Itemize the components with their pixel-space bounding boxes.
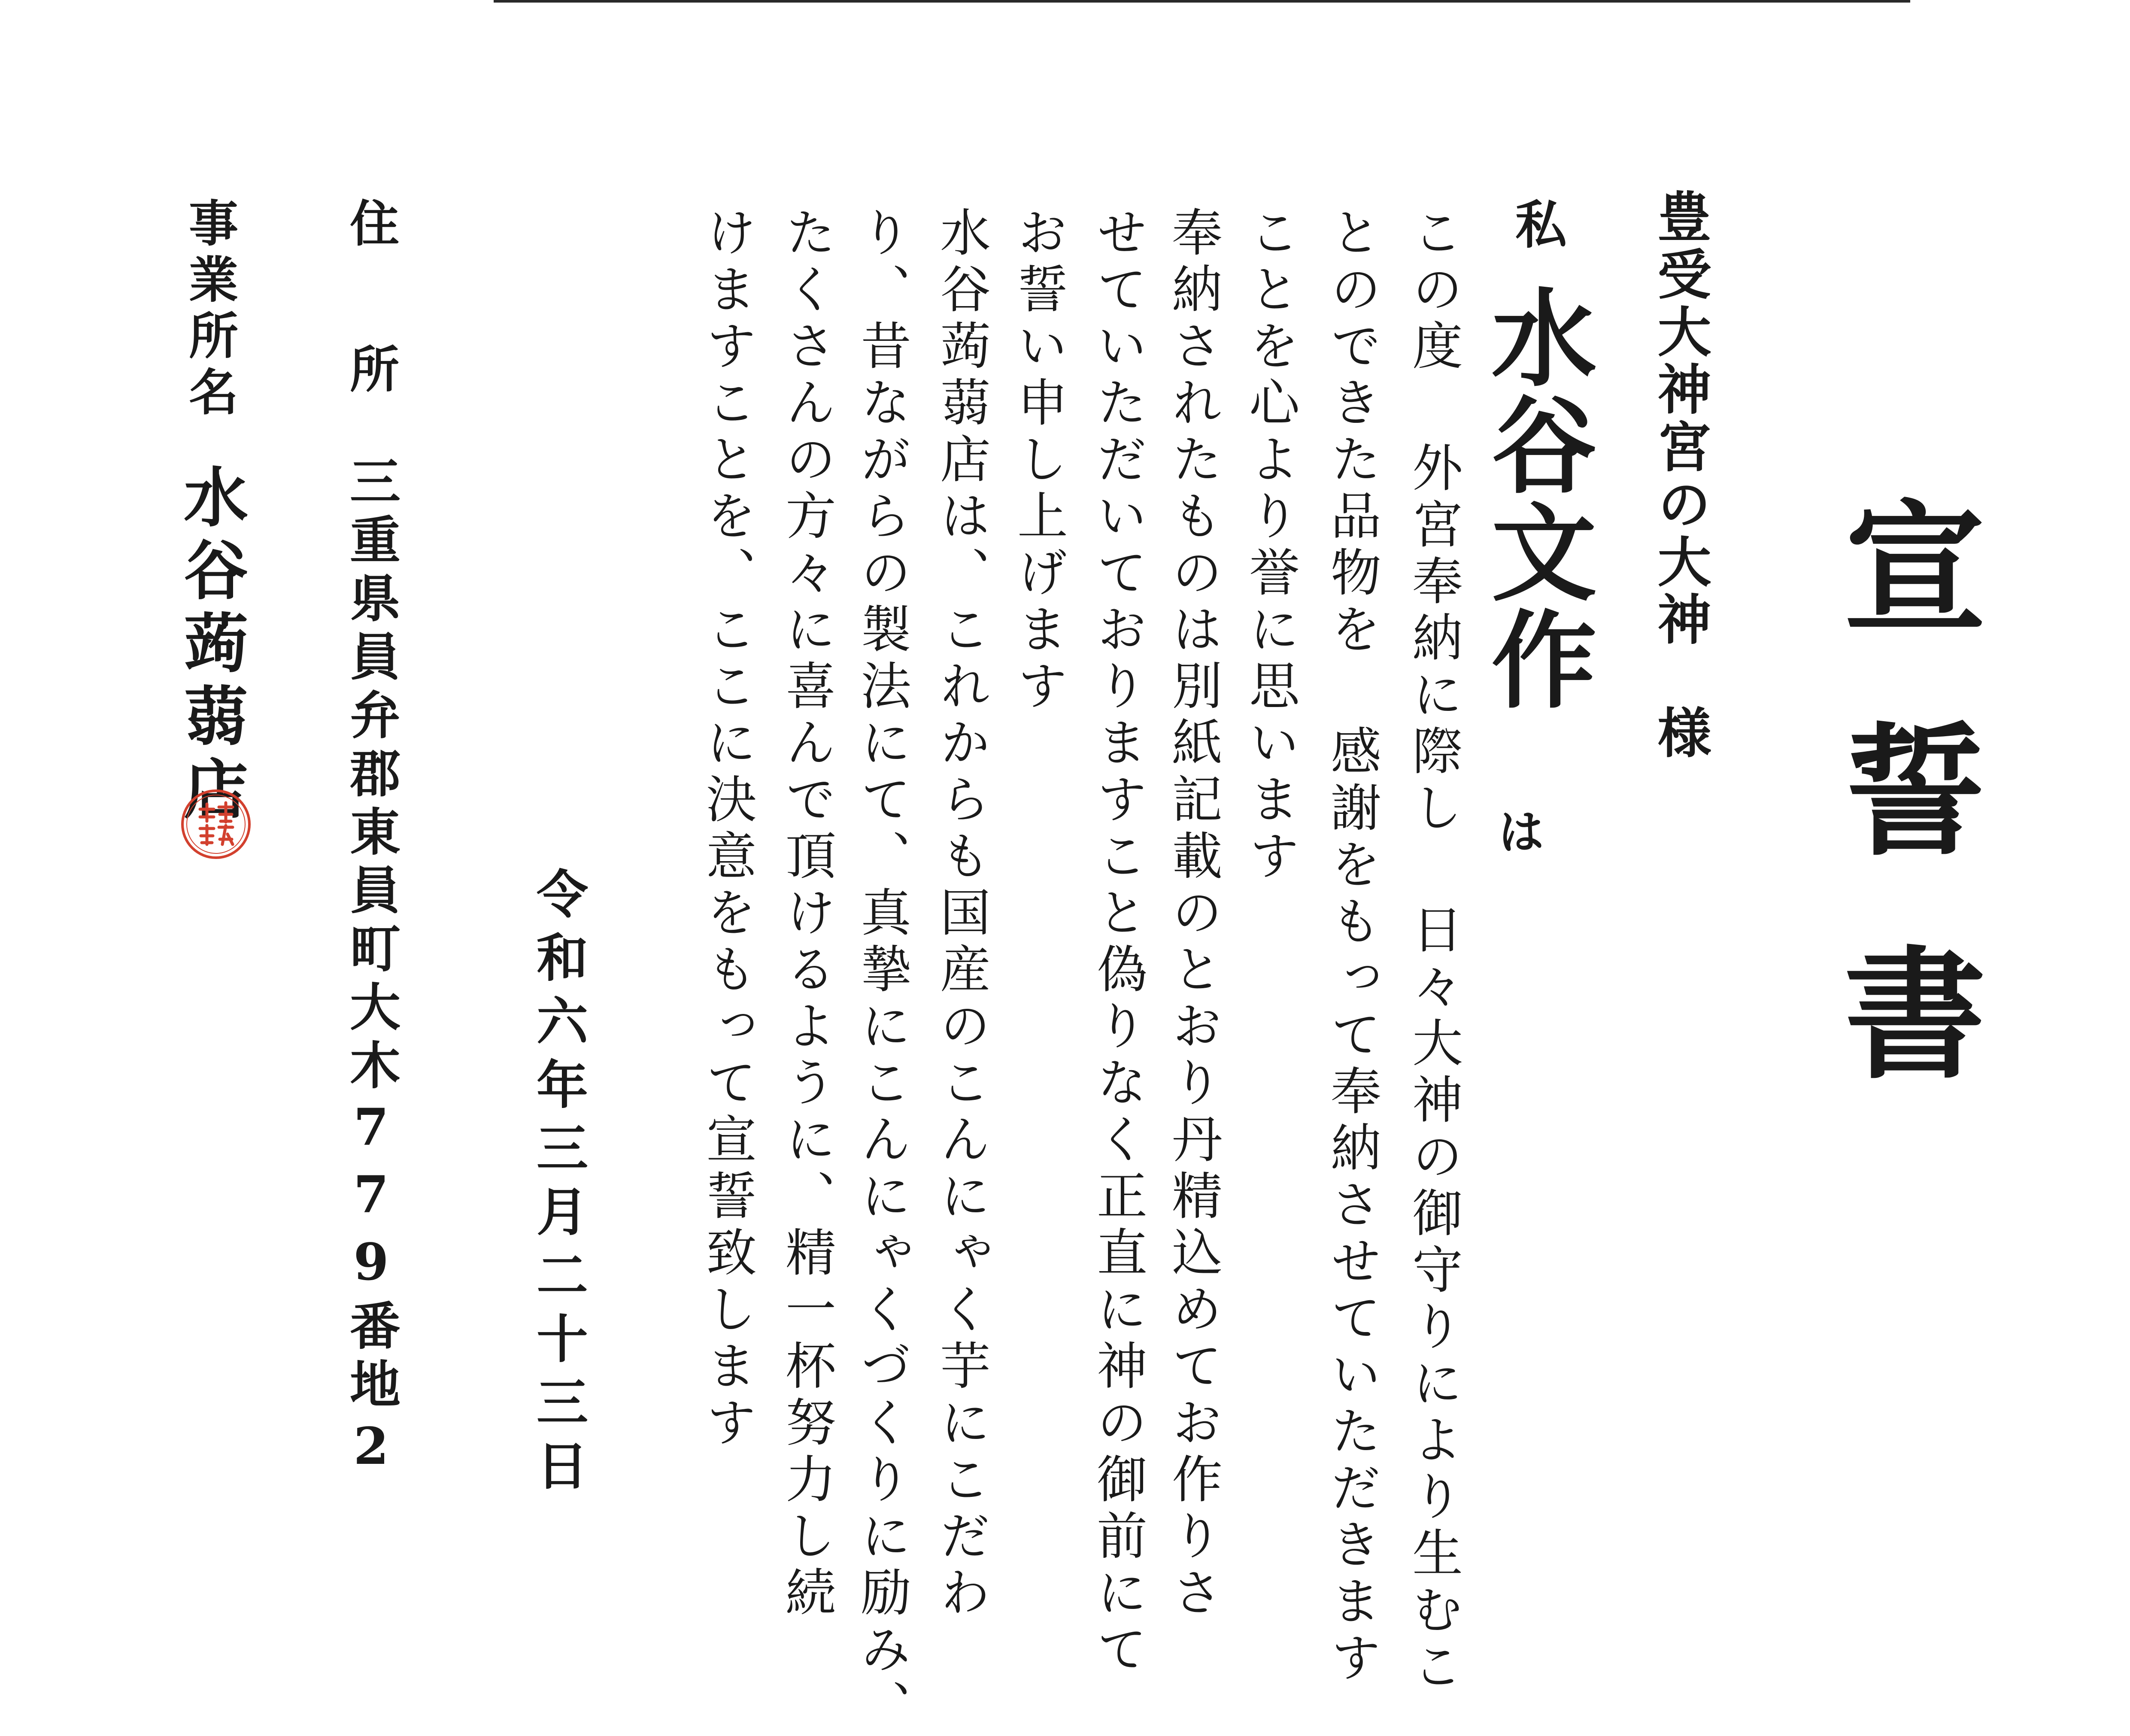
address-label-2: 所 [341,343,399,393]
body-line: たくさんの方々に喜んで頂けるように、精一杯努力し続 [777,206,836,1623]
address-value: 三重県員弁郡東員町大木779番地2 [341,455,401,1484]
pledge-date: 令和六年三月二十三日 [528,867,589,1502]
pledger-particle: は [1490,807,1545,854]
body-line: 水谷蒟蒻店は、これからも国産のこんにゃく芋にこだわ [931,206,991,1623]
body-line: お誓い申し上げます [1009,206,1068,716]
body-line: とのできた品物を 感謝をもって奉納させていただきます [1322,206,1381,1688]
body-line: この度 外宮奉納に際し 日々大神の御守りにより生むこ [1404,206,1463,1697]
pledger-name: 水谷文作 [1474,283,1598,713]
addressee-honorific: 様 [1648,705,1711,762]
body-line: ことを心より誉に思います [1241,206,1300,886]
body-line: けますことを、ここに決意をもって宣誓致します [698,206,757,1453]
addressee [1648,189,1711,762]
address-label-1: 住 [341,197,399,247]
top-edge-rule [494,0,1910,3]
document-title: 宣誓書 [1821,494,1987,1163]
business-name: 水谷蒟蒻店 [173,464,248,829]
pledger-label: 私 [1507,197,1567,249]
business-label: 事業所名 [180,197,238,422]
body-line: 奉納されたものは別紙記載のとおり丹精込めてお作りさ [1163,206,1223,1623]
addressee-name: 豊受大神宮の大神 [1648,189,1711,649]
body-line: せていただいておりますこと偽りなく正直に神の御前にて [1088,206,1147,1679]
body-line: り、昔ながらの製法にて、真摯にこんにゃくづくりに励み、 [852,206,911,1736]
seal-stamp-icon [179,788,252,861]
